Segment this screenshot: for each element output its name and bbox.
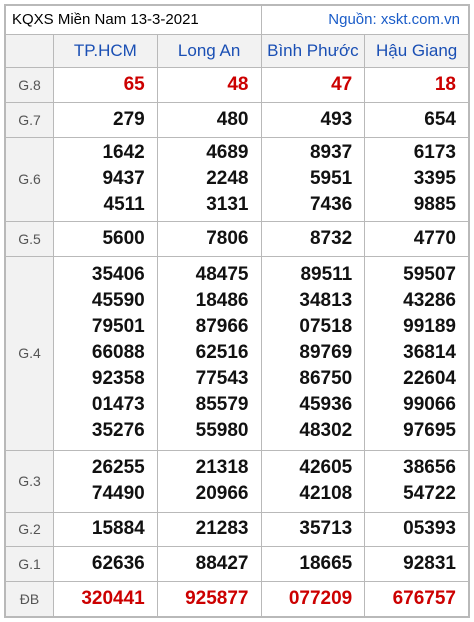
prize-number: 74490: [91, 483, 145, 505]
prize-number: 279: [113, 109, 145, 131]
source-link[interactable]: Nguồn: xskt.com.vn: [261, 6, 469, 35]
prize-number: 43286: [403, 290, 456, 312]
prize-number: 18486: [195, 290, 249, 312]
prize-cell: [365, 547, 469, 582]
prize-number: 077209: [288, 588, 353, 610]
prize-row: [6, 547, 469, 582]
prize-cell: [261, 256, 365, 450]
prize-number: 4689: [206, 142, 249, 164]
prize-number: 42108: [299, 483, 353, 505]
prize-cell: [365, 221, 469, 256]
prize-number: 99189: [403, 316, 456, 338]
prize-number: 88427: [195, 553, 249, 575]
prize-number: 85579: [195, 394, 249, 416]
prize-cell: [365, 512, 469, 547]
province-tp-hcm[interactable]: TP.HCM: [54, 34, 158, 68]
prize-cell: [157, 451, 261, 512]
prize-row: [6, 103, 469, 138]
prize-label: G.6: [6, 138, 54, 222]
prize-label: ĐB: [6, 582, 54, 617]
prize-row: [6, 221, 469, 256]
prize-cell: [54, 221, 158, 256]
prize-number: 89769: [299, 342, 353, 364]
prize-number: 18665: [299, 553, 353, 575]
prize-label: G.3: [6, 451, 54, 512]
prize-cell: [261, 451, 365, 512]
prize-cell: [157, 582, 261, 617]
prize-number: 493: [320, 109, 353, 131]
prize-number: 07518: [299, 316, 353, 338]
prize-row: [6, 68, 469, 103]
prize-cell: [54, 547, 158, 582]
province-hau-giang[interactable]: Hậu Giang: [365, 34, 469, 68]
corner-cell: [6, 34, 54, 68]
prize-number: 48: [227, 74, 249, 96]
prize-number: 3395: [413, 168, 456, 190]
prize-cell: [54, 138, 158, 222]
prize-cell: [261, 68, 365, 103]
prize-cell: [157, 68, 261, 103]
prize-number: 20966: [195, 483, 249, 505]
prize-row: [6, 512, 469, 547]
prize-number: 8937: [309, 142, 353, 164]
prize-number: 9885: [413, 194, 456, 216]
prize-number: 01473: [91, 394, 145, 416]
prize-number: 21318: [195, 457, 249, 479]
prize-number: 87966: [195, 316, 249, 338]
prize-number: 36814: [403, 342, 456, 364]
prize-number: 97695: [403, 420, 456, 442]
prize-number: 99066: [403, 394, 456, 416]
prize-number: 45590: [91, 290, 145, 312]
prize-number: 6173: [413, 142, 456, 164]
province-binh-phuoc[interactable]: Bình Phước: [261, 34, 365, 68]
prize-number: 676757: [392, 588, 456, 610]
province-long-an[interactable]: Long An: [157, 34, 261, 68]
prize-cell: [365, 68, 469, 103]
prize-row: [6, 451, 469, 512]
prize-number: 7436: [309, 194, 353, 216]
prize-cell: [54, 103, 158, 138]
prize-number: 2248: [206, 168, 249, 190]
prize-cell: [54, 451, 158, 512]
prize-number: 86750: [299, 368, 353, 390]
prize-cell: [157, 138, 261, 222]
prize-number: 7806: [206, 227, 249, 249]
prize-label: G.5: [6, 221, 54, 256]
prize-row: [6, 138, 469, 222]
prize-cell: [261, 582, 365, 617]
prize-cell: [54, 256, 158, 450]
prize-number: 5951: [309, 168, 353, 190]
prize-number: 35406: [91, 264, 145, 286]
prize-number: 42605: [299, 457, 353, 479]
prize-number: 480: [216, 109, 249, 131]
prize-label: G.8: [6, 68, 54, 103]
prize-cell: [365, 451, 469, 512]
prize-number: 35276: [91, 420, 145, 442]
prize-number: 9437: [102, 168, 145, 190]
prize-number: 4511: [103, 194, 145, 216]
prize-number: 15884: [91, 518, 145, 540]
prize-number: 92831: [403, 553, 456, 575]
page-title: KQXS Miền Nam 13-3-2021: [6, 6, 262, 35]
prize-cell: [365, 103, 469, 138]
prize-number: 45936: [299, 394, 353, 416]
prize-cell: [54, 582, 158, 617]
prize-cell: [365, 138, 469, 222]
prize-row: [6, 256, 469, 450]
prize-number: 34813: [299, 290, 353, 312]
lottery-results-table-container: [4, 4, 470, 618]
prize-number: 21283: [195, 518, 249, 540]
prize-number: 59507: [403, 264, 456, 286]
prize-number: 925877: [185, 588, 249, 610]
prize-number: 320441: [81, 588, 145, 610]
prize-number: 5600: [102, 227, 145, 249]
prize-cell: [157, 221, 261, 256]
prize-number: 22604: [403, 368, 456, 390]
prize-number: 54722: [403, 483, 456, 505]
prize-number: 66088: [91, 342, 145, 364]
prize-number: 05393: [403, 518, 456, 540]
prize-cell: [261, 547, 365, 582]
prize-cell: [261, 138, 365, 222]
prize-row: [6, 582, 469, 617]
prize-cell: [157, 256, 261, 450]
prize-number: 18: [434, 74, 456, 96]
header-row: [6, 6, 469, 35]
prize-cell: [157, 547, 261, 582]
prize-number: 55980: [195, 420, 249, 442]
prize-number: 48302: [299, 420, 353, 442]
prize-number: 4770: [413, 227, 456, 249]
prize-number: 654: [424, 109, 456, 131]
prize-cell: [54, 512, 158, 547]
prize-number: 38656: [403, 457, 456, 479]
prize-number: 92358: [91, 368, 145, 390]
prize-cell: [261, 221, 365, 256]
prize-label: G.2: [6, 512, 54, 547]
prize-label: G.1: [6, 547, 54, 582]
prize-cell: [365, 256, 469, 450]
prize-number: 77543: [195, 368, 249, 390]
prize-number: 48475: [195, 264, 249, 286]
prize-number: 26255: [91, 457, 145, 479]
prize-cell: [261, 512, 365, 547]
prize-number: 62516: [195, 342, 249, 364]
prize-number: 47: [331, 74, 353, 96]
prize-number: 62636: [91, 553, 145, 575]
prize-label: G.4: [6, 256, 54, 450]
prize-number: 35713: [299, 518, 353, 540]
prize-number: 8732: [309, 227, 353, 249]
prize-number: 89511: [300, 264, 353, 286]
prize-cell: [54, 68, 158, 103]
prize-cell: [365, 582, 469, 617]
lottery-results-table: [5, 5, 469, 617]
prize-number: 1642: [102, 142, 145, 164]
prize-cell: [261, 103, 365, 138]
prize-cell: [157, 512, 261, 547]
prize-number: 65: [123, 74, 145, 96]
prize-label: G.7: [6, 103, 54, 138]
province-header-row: [6, 34, 469, 68]
prize-cell: [157, 103, 261, 138]
prize-number: 79501: [91, 316, 145, 338]
prize-number: 3131: [206, 194, 249, 216]
